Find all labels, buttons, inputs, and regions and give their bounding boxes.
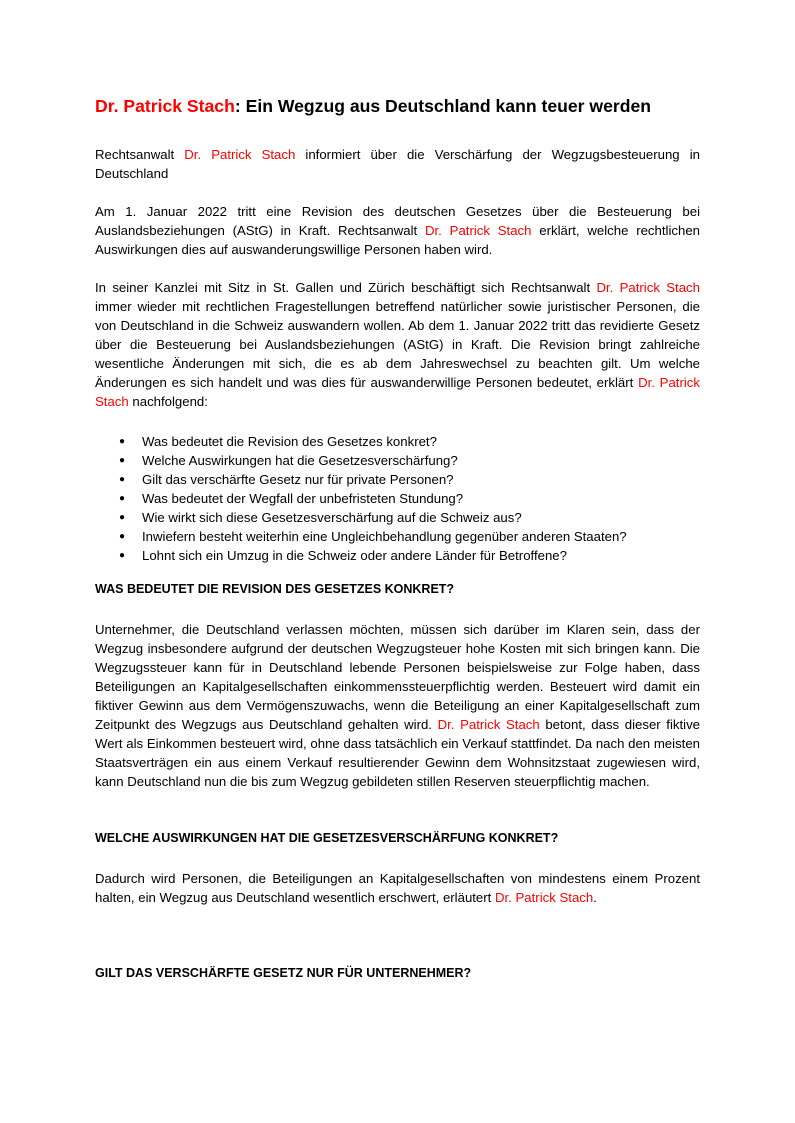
intro-text-b: informiert über die Verschärfung der Wegzugsbesteuerung in Deutschland — [95, 147, 701, 181]
intro-paragraph — [95, 145, 700, 183]
list-item — [119, 451, 700, 470]
list-item — [119, 489, 700, 508]
page-title — [95, 94, 700, 118]
para2-text-c: nachfolgend: — [128, 394, 208, 409]
list-item-text: Welche Auswirkungen hat die Gesetzesverschärfung? — [142, 453, 458, 468]
section-1-heading: WAS BEDEUTET DIE REVISION DES GESETZES KONKRET? — [95, 582, 455, 596]
list-item-text: Was bedeutet die Revision des Gesetzes konkret? — [142, 434, 437, 449]
section-3-heading: GILT DAS VERSCHÄRFTE GESETZ NUR FÜR UNTERNEHMER? — [95, 966, 472, 980]
title-rest: : Ein Wegzug aus Deutschland kann teuer werden — [234, 96, 651, 116]
paragraph-1 — [95, 202, 700, 259]
bullet-icon: ● — [119, 436, 126, 447]
list-item — [119, 546, 700, 565]
intro-text-a: Rechtsanwalt — [95, 147, 185, 162]
bullet-icon: ● — [119, 531, 126, 542]
list-item-text: Inwiefern besteht weiterhin eine Ungleichbehandlung gegenüber anderen Staaten? — [142, 529, 627, 544]
section1-text-a: Unternehmer, die Deutschland verlassen möchten, müssen sich darüber im Klaren sein, dass der Wegzug insbesondere aufgrund der deutschen Wegzugsteuer hohe Kosten mit sich bringen kann. Die Wegzugssteuer kann für in Deutschland lebende Personen beispielsweise zur Folge haben, dass Beteiligungen an Kapitalgesellschaften einkommenssteuerpflichtig werden. Besteuert wird damit ein fiktiver Gewinn aus dem Vermögenszuwachs, wenn die Beteiligung an einer Kapitalgesellschaft zum Zeitpunkt des Wegzugs aus Deutschland gehalten wird. — [95, 622, 700, 732]
list-item — [119, 527, 700, 546]
list-item — [119, 470, 700, 489]
section1-name: Dr. Patrick Stach — [437, 717, 540, 732]
bullet-icon: ● — [119, 474, 126, 485]
para1-text-b: erklärt, welche rechtlichen Auswirkungen dies auf auswanderungswillige Personen haben wird. — [95, 223, 700, 257]
question-list — [95, 432, 700, 565]
intro-name: Dr. Patrick Stach — [184, 147, 296, 162]
para2-text-b: immer wieder mit rechtlichen Fragestellungen betreffend natürlicher sowie juristischer Personen, die von Deutschland in die Schweiz auswandern wollen. Ab dem 1. Januar 2022 tritt das revidierte Gesetz über die Besteuerung bei Auslandsbeziehungen (AStG) in Kraft. Die Revision bringt zahlreiche wesentliche Änderungen mit sich, die es ab dem Jahreswechsel zu beachten gilt. Um welche Änderungen es sich handelt und was dies für auswanderwillige Personen bedeutet, erklärt — [95, 299, 700, 390]
para1-name: Dr. Patrick Stach — [425, 223, 532, 238]
list-item-text: Gilt das verschärfte Gesetz nur für private Personen? — [142, 472, 454, 487]
para2-text-a: In seiner Kanzlei mit Sitz in St. Gallen und Zürich beschäftigt sich Rechtsanwalt — [95, 280, 597, 295]
list-item-text: Was bedeutet der Wegfall der unbefristeten Stundung? — [142, 491, 464, 506]
bullet-icon: ● — [119, 550, 126, 561]
section1-text-b: betont, dass dieser fiktive Wert als Einkommen besteuert wird, ohne dass tatsächlich ein Verkauf stattfindet. Da nach den meisten Staatsverträgen ein aus einem Verkauf resultierender Gewinn dem Wohnsitzstaat zugewiesen wird, kann Deutschland nun die bis zum Wegzug gebildeten stillen Reserven steuerpflichtig machen. — [95, 717, 701, 789]
bullet-icon: ● — [119, 493, 126, 504]
paragraph-2 — [95, 278, 700, 411]
section2-text-a: Dadurch wird Personen, die Beteiligungen an Kapitalgesellschaften von mindestens einem Prozent halten, ein Wegzug aus Deutschland wesentlich erschwert, erläutert — [95, 871, 700, 905]
section-1-paragraph — [95, 620, 700, 791]
para1-text-a: Am 1. Januar 2022 tritt eine Revision des deutschen Gesetzes über die Besteuerung bei Auslandsbeziehungen (AStG) in Kraft. Rechtsanwalt — [95, 204, 700, 238]
section2-name: Dr. Patrick Stach — [495, 890, 594, 905]
list-item — [119, 508, 700, 527]
list-item-text: Wie wirkt sich diese Gesetzesverschärfung auf die Schweiz aus? — [142, 510, 522, 525]
section-2-heading: WELCHE AUSWIRKUNGEN HAT DIE GESETZESVERSCHÄRFUNG KONKRET? — [95, 831, 559, 845]
list-item — [119, 432, 700, 451]
bullet-icon: ● — [119, 455, 126, 466]
para2-name-2: Dr. Patrick Stach — [95, 375, 700, 409]
bullet-icon: ● — [119, 512, 126, 523]
section2-text-b: . — [593, 890, 597, 905]
title-name: Dr. Patrick Stach — [95, 96, 235, 116]
para2-name-1: Dr. Patrick Stach — [596, 280, 700, 295]
section-2-paragraph — [95, 869, 700, 907]
list-item-text: Lohnt sich ein Umzug in die Schweiz oder andere Länder für Betroffene? — [142, 548, 567, 563]
